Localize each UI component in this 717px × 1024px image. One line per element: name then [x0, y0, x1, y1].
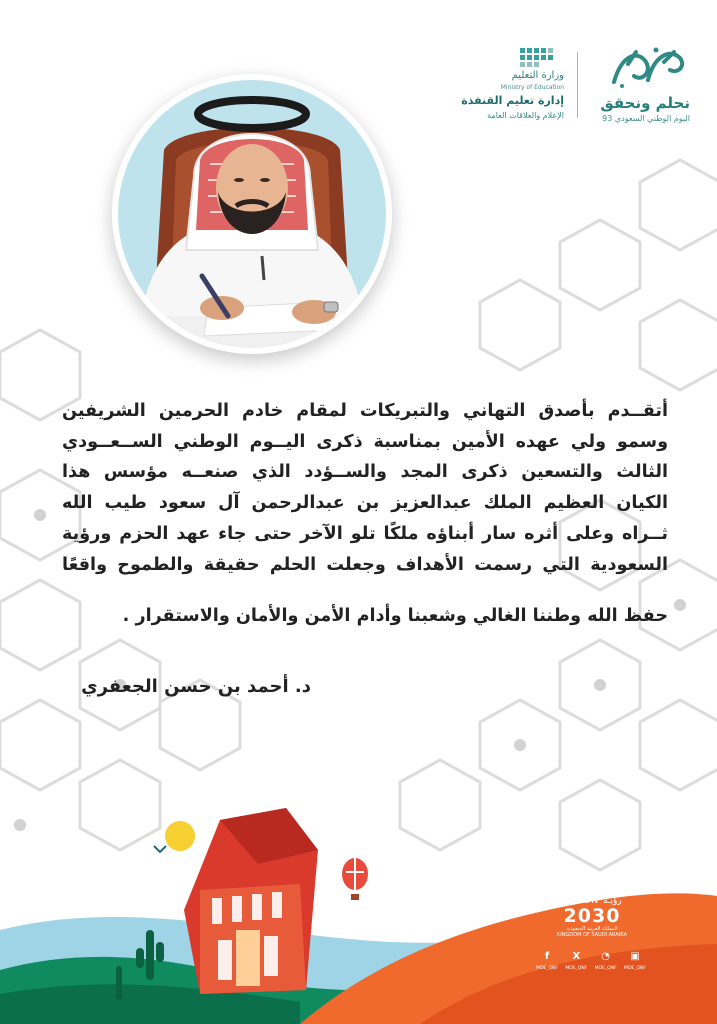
snapchat-handle: MOE_QNF: [594, 966, 617, 971]
ministry-of-education-logo: [456, 44, 570, 126]
social-snapchat[interactable]: [595, 950, 617, 980]
social-facebook[interactable]: [536, 950, 558, 980]
signature: د. أحمد بن حسن الجعفري: [81, 676, 311, 697]
ministry-dots-emblem: [520, 48, 558, 70]
message-line: ثــراه وعلى أثره سار أبناؤه ملكًا تلو الآخر حتى جاء عهد الحزم ورؤية: [62, 523, 668, 544]
facebook-icon: f: [544, 951, 550, 962]
ministry-name-arabic: وزارة التعليم: [511, 70, 564, 81]
department-name: إدارة تعليم القنفذة: [461, 94, 564, 107]
vision-2030-logo: [544, 896, 640, 940]
social-media-handles: [536, 950, 646, 980]
vision-number: 2030: [563, 905, 621, 927]
social-x[interactable]: [565, 950, 587, 980]
section-name: الإعلام والعلاقات العامة: [487, 111, 564, 120]
national-day-script-emblem: [608, 44, 688, 90]
message-line: السعودية التي رسمت الأهداف وجعلت الحلم حقيقة والطموح واقعًا: [62, 554, 668, 575]
vision-country-ar: المملكة العربية السعودية: [566, 926, 618, 932]
portrait-frame: [112, 74, 392, 354]
instagram-handle: MOE_QNF: [623, 966, 646, 971]
facebook-handle: MOE_QNF: [536, 966, 559, 971]
ministry-name-english: Ministry of Education: [500, 84, 564, 91]
logo-divider: [577, 52, 578, 118]
message-line: الثالث والتسعين ذكرى المجد والســؤدد الذي صنعــه مؤسس هذا: [62, 462, 668, 483]
national-day-logo: [582, 44, 694, 126]
greeting-message: [62, 396, 668, 580]
portrait-photo: [118, 80, 386, 348]
x-handle: MOE_QNF: [565, 966, 588, 971]
prayer-line: حفظ الله وطننا الغالي وشعبنا وأدام الأمن والأمان والاستقرار .: [122, 606, 668, 626]
message-line: وسمو ولي عهده الأمين بمناسبة ذكرى اليــوم الوطني الســعــودي: [62, 431, 668, 452]
vision-country-en: KINGDOM OF SAUDI ARABIA: [556, 932, 628, 938]
vision-label: VISION رؤيـة: [562, 896, 622, 906]
social-instagram[interactable]: [624, 950, 646, 980]
message-line: الكيان العظيم الملك عبدالعزيز بن عبدالرحمن آل سعود طيب الله: [62, 493, 668, 514]
x-icon: X: [572, 951, 581, 962]
snapchat-icon: ◔: [601, 951, 611, 962]
message-line: أتقــدم بأصدق التهاني والتبريكات لمقام خادم الحرمين الشريفين: [62, 401, 668, 421]
national-day-subtitle: اليوم الوطني السعودي 93: [602, 114, 690, 123]
national-day-slogan: نحلم ونحقق: [600, 94, 690, 112]
instagram-icon: ▣: [630, 951, 640, 962]
